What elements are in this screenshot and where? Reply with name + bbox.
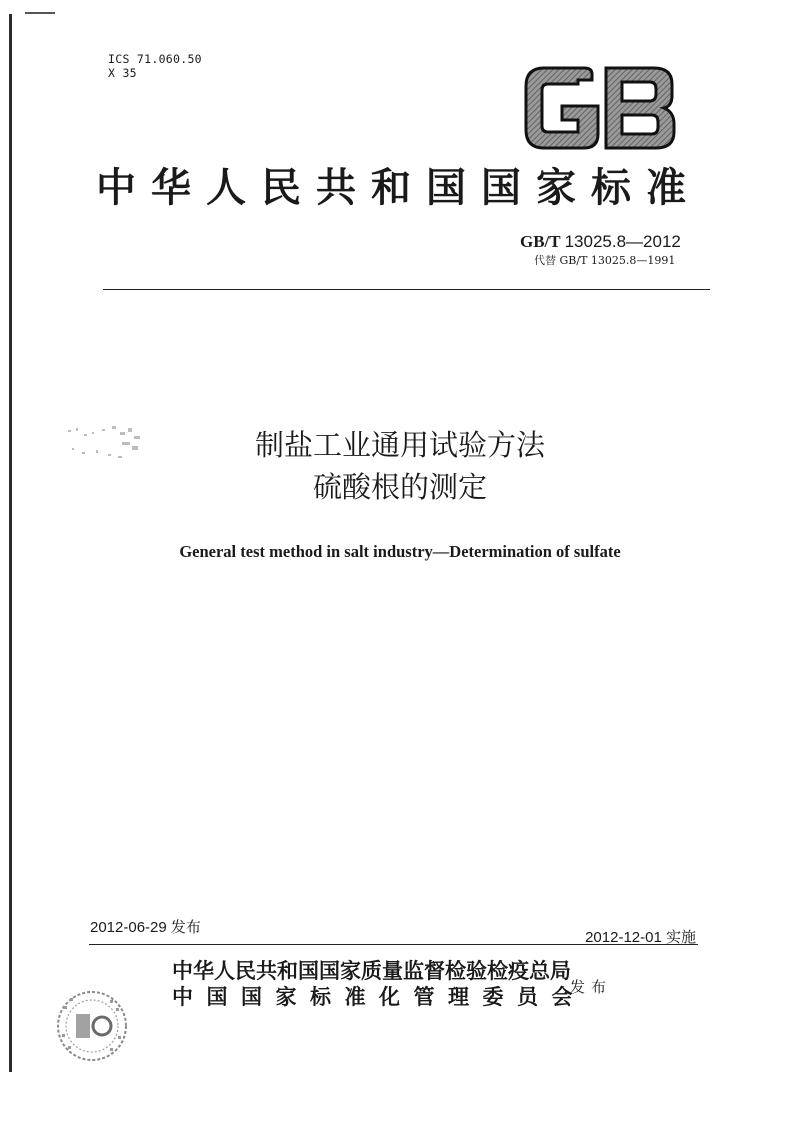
issuing-authorities [172, 958, 586, 1010]
issue-date: 2012-06-29 发布 [90, 919, 201, 936]
standard-prefix: GB/T [520, 232, 561, 251]
ics-classification [108, 52, 202, 80]
title-line-2: 硫酸根的测定 [312, 470, 487, 504]
dates-row [90, 916, 698, 946]
ccs-code: X 35 [108, 66, 137, 80]
issuer-aqsiq: 中华人民共和国国家质量监督检验检疫总局 [172, 958, 571, 983]
document-title-cn [160, 424, 640, 508]
official-seal-icon [52, 986, 132, 1066]
faint-stamp-mark [62, 420, 152, 468]
national-standard-title: 中华人民共和国国家标准 [96, 164, 701, 211]
document-title-en: General test method in salt industry—Determination of sulfate [179, 542, 621, 561]
publish-label: 发布 [570, 978, 613, 996]
standard-number [520, 232, 700, 252]
issuer-sac: 中国国家标准化管理委员会 [172, 984, 586, 1009]
title-line-1: 制盐工业通用试验方法 [254, 428, 545, 462]
ics-code: ICS 71.060.50 [108, 52, 202, 66]
implementation-date: 2012-12-01 实施 [585, 929, 696, 946]
header-divider [103, 289, 710, 290]
standard-code: 13025.8—2012 [564, 232, 681, 251]
replaced-standard: 代替 GB/T 13025.8—1991 [534, 254, 676, 267]
standard-code-block [520, 232, 700, 268]
scan-mark [25, 12, 55, 14]
footer-divider [89, 944, 698, 945]
gb-emblem-icon [522, 66, 678, 150]
scan-edge [9, 14, 12, 1072]
